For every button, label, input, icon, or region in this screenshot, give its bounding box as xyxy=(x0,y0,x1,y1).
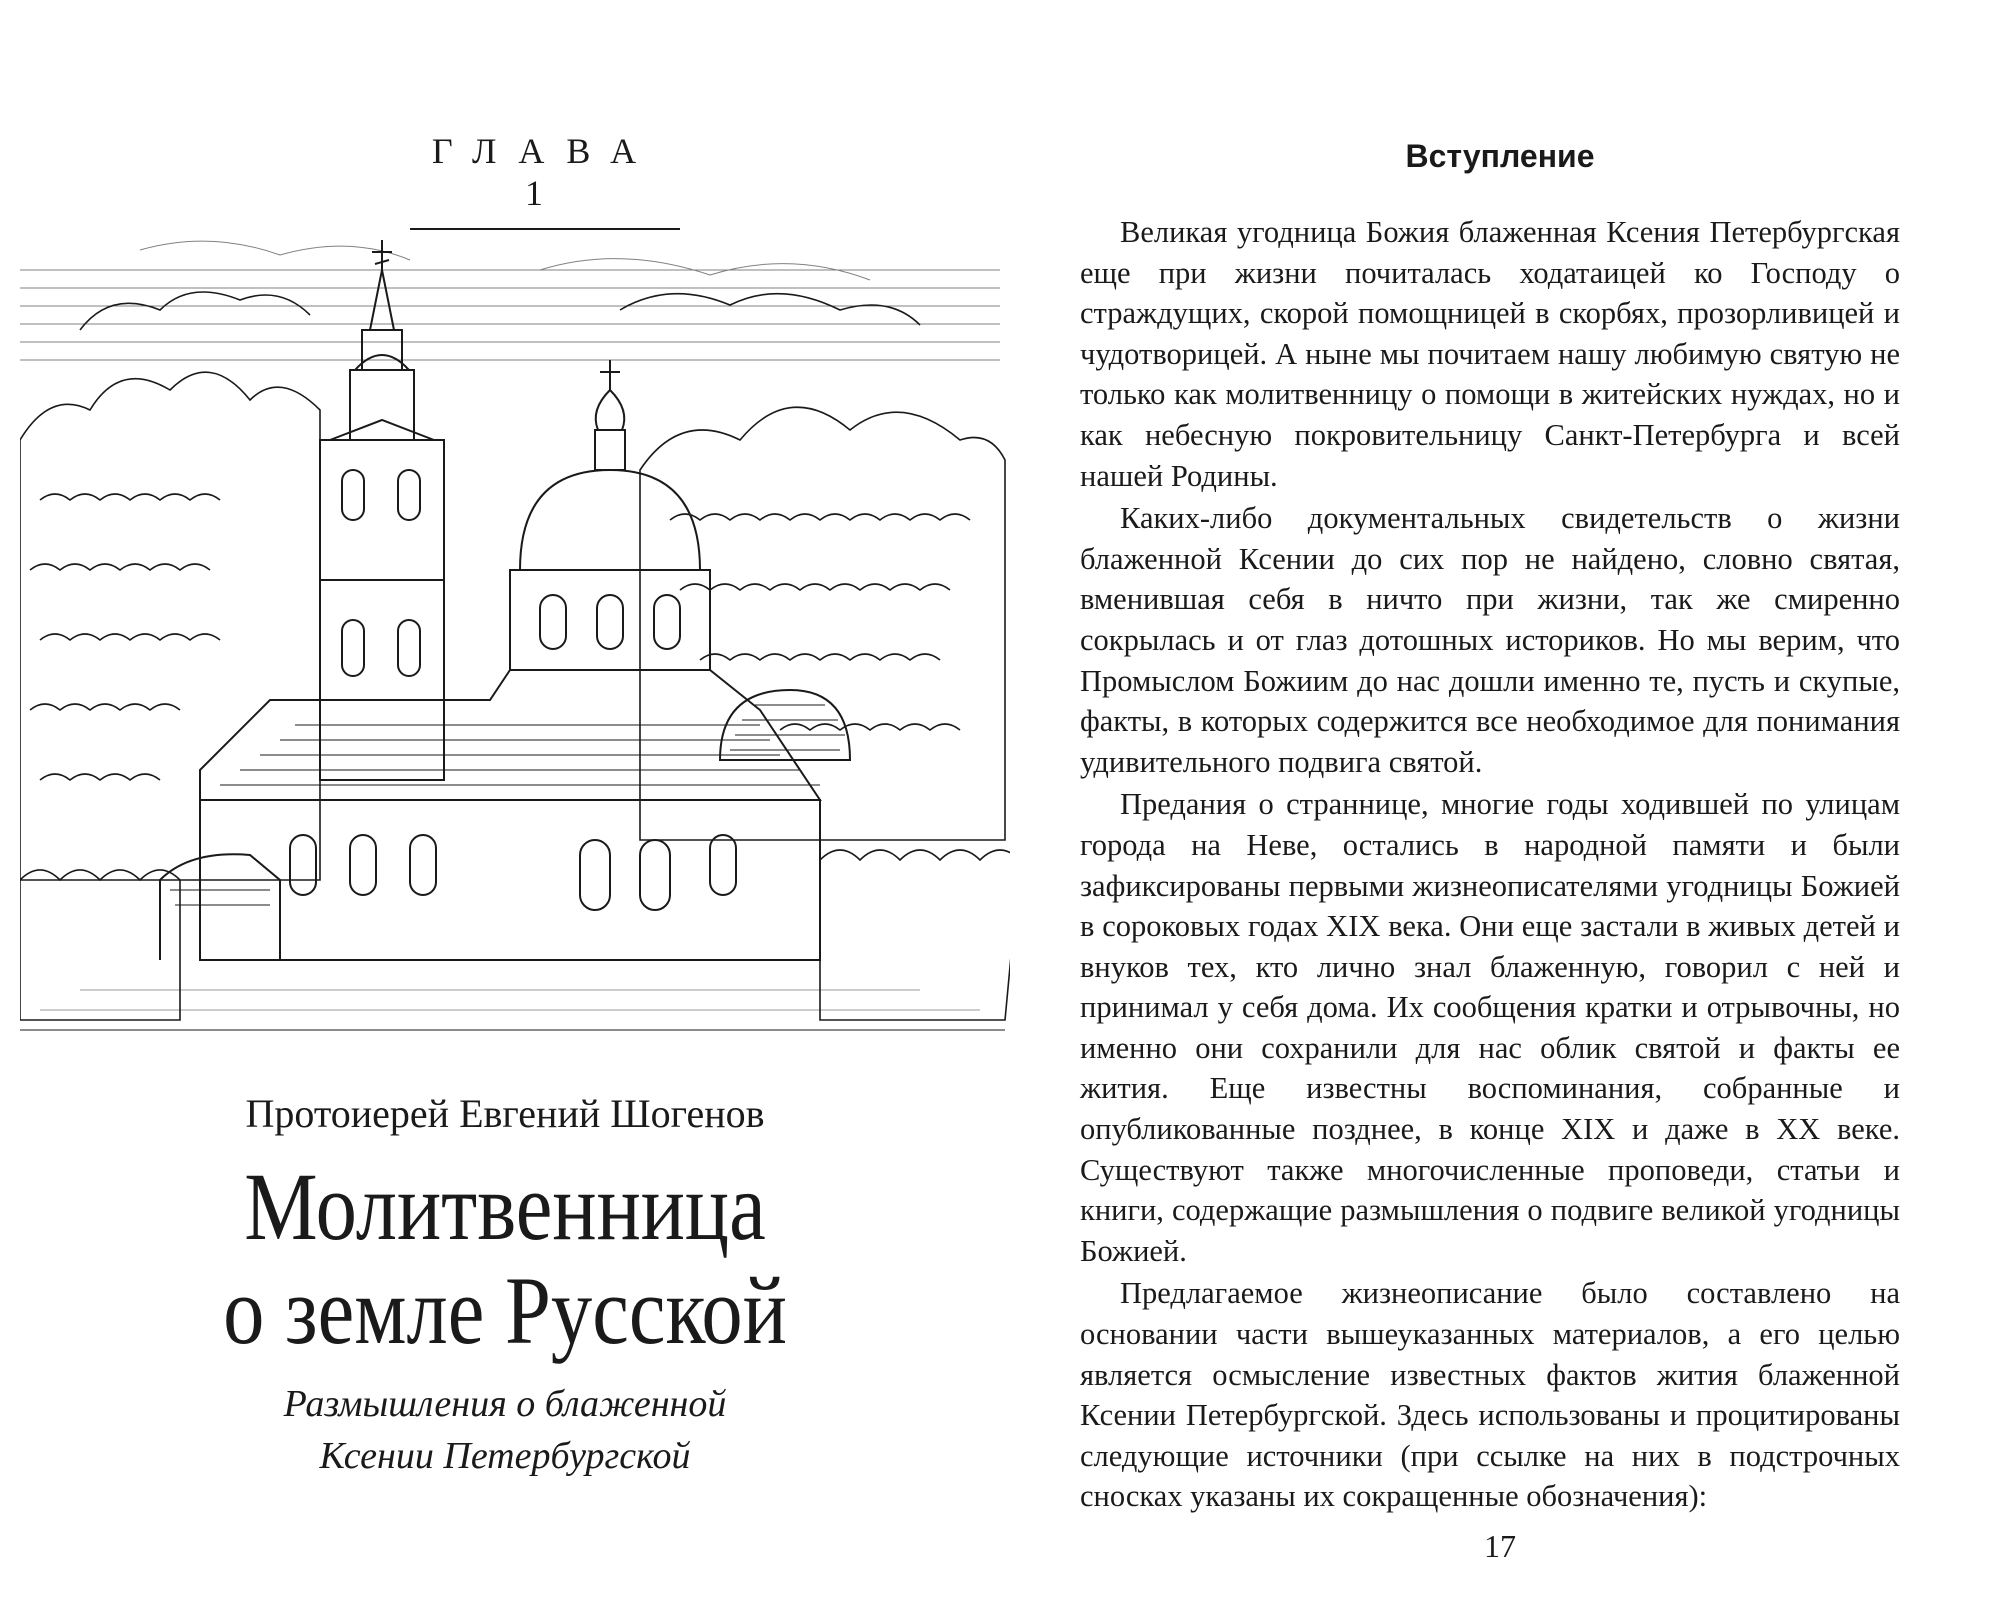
subtitle-line-1: Размышления о блаженной xyxy=(283,1383,727,1425)
book-title-line-2: о земле Русской xyxy=(223,1257,787,1364)
chapter-header: ГЛАВА 1 xyxy=(410,130,680,230)
paragraph-1: Великая угодница Божия блаженная Ксения Петербургская еще при жизни почиталась ходатаицей ко Господу о страждущих, скорой помощницей в скорбях, прозорливицей и чудотворицей. А ныне мы почитаем нашу любимую святую не только как молитвенницу о помощи в житейских нуждах, но и как небесную покровительницу Санкт-Петербурга и всей нашей Родины. xyxy=(1080,215,1900,493)
body-text xyxy=(1080,212,1900,1517)
book-title xyxy=(71,1155,940,1363)
section-heading: Вступление xyxy=(1405,138,1595,174)
church-engraving-icon xyxy=(20,240,1010,1050)
right-page xyxy=(1080,0,1920,1604)
paragraph-4: Предлагаемое жизнеописание было составлено на основании части вышеуказанных материалов, а его целью является осмысление известных фактов жития блаженной Ксении Петербургской. Здесь использованы и процитированы следующие источники (при ссылке на них в подстрочных сносках указаны их сокращенные обозначения): xyxy=(1080,1276,1900,1514)
author-name: Протоиерей Евгений Шогенов xyxy=(245,1091,765,1136)
paragraph-3: Предания о страннице, многие годы ходившей по улицам города на Неве, остались в народной памяти и были зафиксированы первыми жизнеописателями угодницы Божией в сороковых годах XIX века. Они еще застали в живых детей и внуков тех, кто лично знал блаженную, говорил с ней и принимал у себя дома. Их сообщения кратки и отрывочны, но именно они сохранили для нас облик святой и факты ее жития. Еще известны воспоминания, собранные и опубликованные позднее, в конце XIX и даже в XX веке. Существуют также многочисленные проповеди, статьи и книги, содержащие размышления о подвиге великой угодницы Божией. xyxy=(1080,787,1900,1268)
book-title-line-1: Молитвенница xyxy=(244,1153,766,1260)
paragraph-2: Каких-либо документальных свидетельств о жизни блаженной Ксении до сих пор не найдено, словно святая, вменившая себя в ничто при жизни, так же смиренно сокрылась и от глаз дотошных историков. Но мы верим, что Промыслом Божиим до нас дошли именно те, пусть и скупые, факты, в которых содержится все необходимое для понимания удивительного подвига святой. xyxy=(1080,501,1900,779)
subtitle-line-2: Ксении Петербургской xyxy=(319,1435,691,1477)
page-number: 17 xyxy=(1484,1528,1516,1564)
book-subtitle xyxy=(0,1378,1010,1482)
